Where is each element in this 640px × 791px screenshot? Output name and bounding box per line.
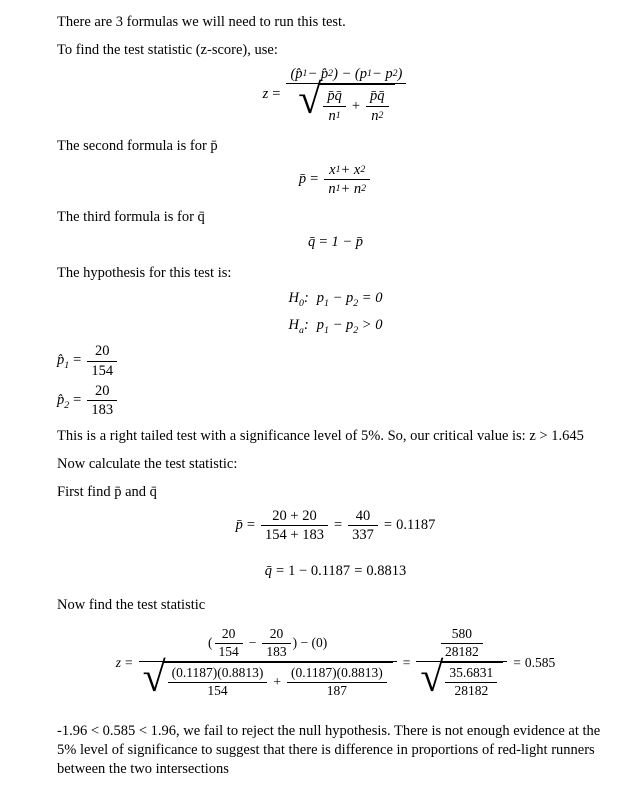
equals-sign: = bbox=[402, 654, 411, 670]
h0-expression: $p_1 - p_2 = 0$ bbox=[316, 289, 383, 309]
main-fraction bbox=[286, 65, 406, 124]
equals-sign: = bbox=[272, 86, 281, 103]
math-variable-z: z bbox=[115, 654, 121, 670]
equation-phat1 bbox=[57, 342, 614, 379]
denominator: 187 bbox=[326, 682, 347, 698]
equation-qbar-formula bbox=[57, 234, 614, 251]
denominator bbox=[416, 654, 507, 701]
fraction-40-337 bbox=[348, 507, 378, 544]
plus-sign: + bbox=[351, 97, 361, 114]
fraction-sum bbox=[261, 507, 328, 544]
equals-sign: = bbox=[354, 562, 363, 579]
numerator: 20 bbox=[94, 382, 110, 399]
numerator-row bbox=[208, 626, 327, 661]
square-root bbox=[298, 77, 394, 124]
h0-label: $H_0$: bbox=[288, 289, 309, 309]
fraction-x-over-n bbox=[324, 161, 370, 198]
denominator: 154 bbox=[91, 362, 114, 379]
numerator: (0.1187)(0.8813) bbox=[291, 664, 383, 680]
radical-sign: √ bbox=[420, 654, 444, 701]
paragraph-find-statistic: To find the test statistic (z-score), use: bbox=[57, 42, 278, 59]
ha-expression: $p_1 - p_2 > 0$ bbox=[316, 317, 383, 336]
fraction-20-183 bbox=[87, 382, 117, 419]
equation-phat2 bbox=[57, 382, 614, 419]
paragraph-conclusion: -1.96 < 0.585 < 1.96, we fail to reject the null hypothesis. There is not enough evidence at the 5% level of significance to suggest that there is difference in proportions of red-light runners between the two intersections bbox=[57, 722, 601, 777]
paragraph-third-formula: The third formula is for q̄ bbox=[57, 209, 205, 225]
math-variable-pbar: p̄ bbox=[298, 170, 307, 187]
paragraph-second-formula: The second formula is for p̄ bbox=[57, 137, 218, 154]
denominator: 183 bbox=[266, 643, 287, 659]
equals-sign: = bbox=[310, 170, 319, 187]
paragraph-right-tailed: This is a right tailed test with a significance level of 5%. So, our critical value is: z > 1.645 bbox=[57, 427, 584, 444]
math-variable-pbar: p̄ bbox=[235, 517, 243, 534]
simplified-fraction bbox=[416, 626, 507, 700]
radicand bbox=[164, 662, 393, 700]
close-paren-minus-zero: ) − (0) bbox=[292, 635, 328, 650]
denominator: 154 bbox=[218, 643, 239, 659]
denominator: 183 bbox=[91, 401, 114, 418]
equation-z-formula bbox=[57, 65, 614, 124]
fraction-variance-2 bbox=[287, 665, 387, 700]
minus-sign: − bbox=[248, 635, 257, 650]
equals-sign: = bbox=[124, 654, 133, 670]
equals-sign: = bbox=[73, 352, 82, 369]
denominator: 28182 bbox=[454, 682, 489, 698]
fraction-20-183 bbox=[262, 626, 290, 661]
denominator-standard-error bbox=[139, 654, 397, 701]
math-variable-phat2: $p̂_2$ bbox=[57, 391, 70, 411]
radical-sign: √ bbox=[142, 654, 166, 701]
numerator: 20 bbox=[269, 626, 284, 642]
equals-sign: = bbox=[513, 654, 521, 670]
expression: 1 − 0.1187 bbox=[288, 562, 351, 579]
result-value: 0.585 bbox=[524, 654, 556, 670]
fraction-20-154 bbox=[215, 626, 243, 661]
equals-sign: = bbox=[333, 517, 343, 534]
expression-one-minus-pbar: 1 − p̄ bbox=[331, 234, 363, 251]
numerator bbox=[435, 626, 489, 661]
fraction-pq-n1 bbox=[323, 87, 346, 124]
radical-sign: √ bbox=[298, 77, 322, 124]
equals-sign: = bbox=[383, 517, 393, 534]
fraction-variance-1 bbox=[168, 665, 268, 700]
equation-pbar-formula bbox=[57, 161, 614, 198]
hypothesis-alternative bbox=[289, 317, 383, 334]
numerator: 20 + 20 bbox=[272, 508, 317, 525]
denominator: 337 bbox=[352, 527, 374, 544]
denominator: n 1 + n 2 bbox=[328, 180, 367, 197]
equation-qbar-calculation bbox=[57, 563, 614, 580]
denominator: n 2 bbox=[371, 107, 384, 124]
plus-sign: + bbox=[273, 673, 281, 689]
equals-sign: = bbox=[319, 234, 328, 251]
math-variable-phat1: $p̂_1$ bbox=[57, 352, 70, 372]
paragraph-hypothesis-intro: The hypothesis for this test is: bbox=[57, 264, 232, 281]
main-fraction bbox=[139, 626, 397, 700]
square-root bbox=[420, 654, 503, 701]
denominator: 154 bbox=[207, 682, 228, 698]
denominator: 154 + 183 bbox=[265, 527, 324, 544]
numerator: 580 bbox=[451, 626, 472, 642]
numerator: 20 bbox=[221, 626, 236, 642]
fraction-20-154 bbox=[87, 342, 117, 379]
numerator: x 1 + x 2 bbox=[329, 161, 366, 178]
result-value: 0.1187 bbox=[396, 517, 436, 534]
result-value: 0.8813 bbox=[366, 562, 407, 579]
equation-pbar-calculation bbox=[57, 507, 614, 544]
equals-sign: = bbox=[246, 517, 256, 534]
numerator: p̄q̄ bbox=[370, 88, 385, 105]
math-variable-qbar: q̄ bbox=[264, 562, 272, 579]
equals-sign: = bbox=[73, 391, 82, 408]
numerator-phat-difference: (p̂ 1 − p̂ 2 ) − (p 1 − p 2 ) bbox=[290, 66, 403, 83]
hypotheses-block bbox=[289, 290, 383, 335]
denominator: n 1 bbox=[328, 107, 341, 124]
numerator: 35.6831 bbox=[449, 664, 494, 680]
numerator: 40 bbox=[355, 508, 371, 525]
ha-label: $H_a$: bbox=[288, 317, 309, 336]
paragraph-now-find: Now find the test statistic bbox=[57, 596, 206, 613]
radicand bbox=[319, 84, 394, 124]
math-variable-qbar: q̄ bbox=[308, 234, 316, 251]
denominator: 28182 bbox=[444, 643, 479, 659]
fraction-pq-n2 bbox=[366, 87, 389, 124]
equation-z-calculation bbox=[57, 626, 614, 700]
numerator: 20 bbox=[94, 343, 110, 360]
paragraph-intro: There are 3 formulas we will need to run this test. bbox=[57, 14, 346, 30]
numerator-difference bbox=[204, 626, 331, 661]
equals-sign: = bbox=[275, 562, 285, 579]
radicand bbox=[441, 662, 503, 700]
numerator: p̄q̄ bbox=[327, 88, 342, 105]
paragraph-now-calculate: Now calculate the test statistic: bbox=[57, 456, 238, 473]
open-paren: ( bbox=[208, 635, 213, 650]
numerator: (0.1187)(0.8813) bbox=[171, 664, 264, 680]
square-root bbox=[142, 654, 393, 701]
fraction-580-28182 bbox=[441, 626, 483, 661]
hypothesis-null bbox=[289, 290, 383, 307]
paragraph-first-find: First find p̄ and q̄ bbox=[57, 484, 157, 501]
denominator-standard-error bbox=[294, 77, 398, 124]
math-variable-z: z bbox=[262, 86, 269, 103]
fraction-35-6831-28182 bbox=[445, 665, 497, 700]
